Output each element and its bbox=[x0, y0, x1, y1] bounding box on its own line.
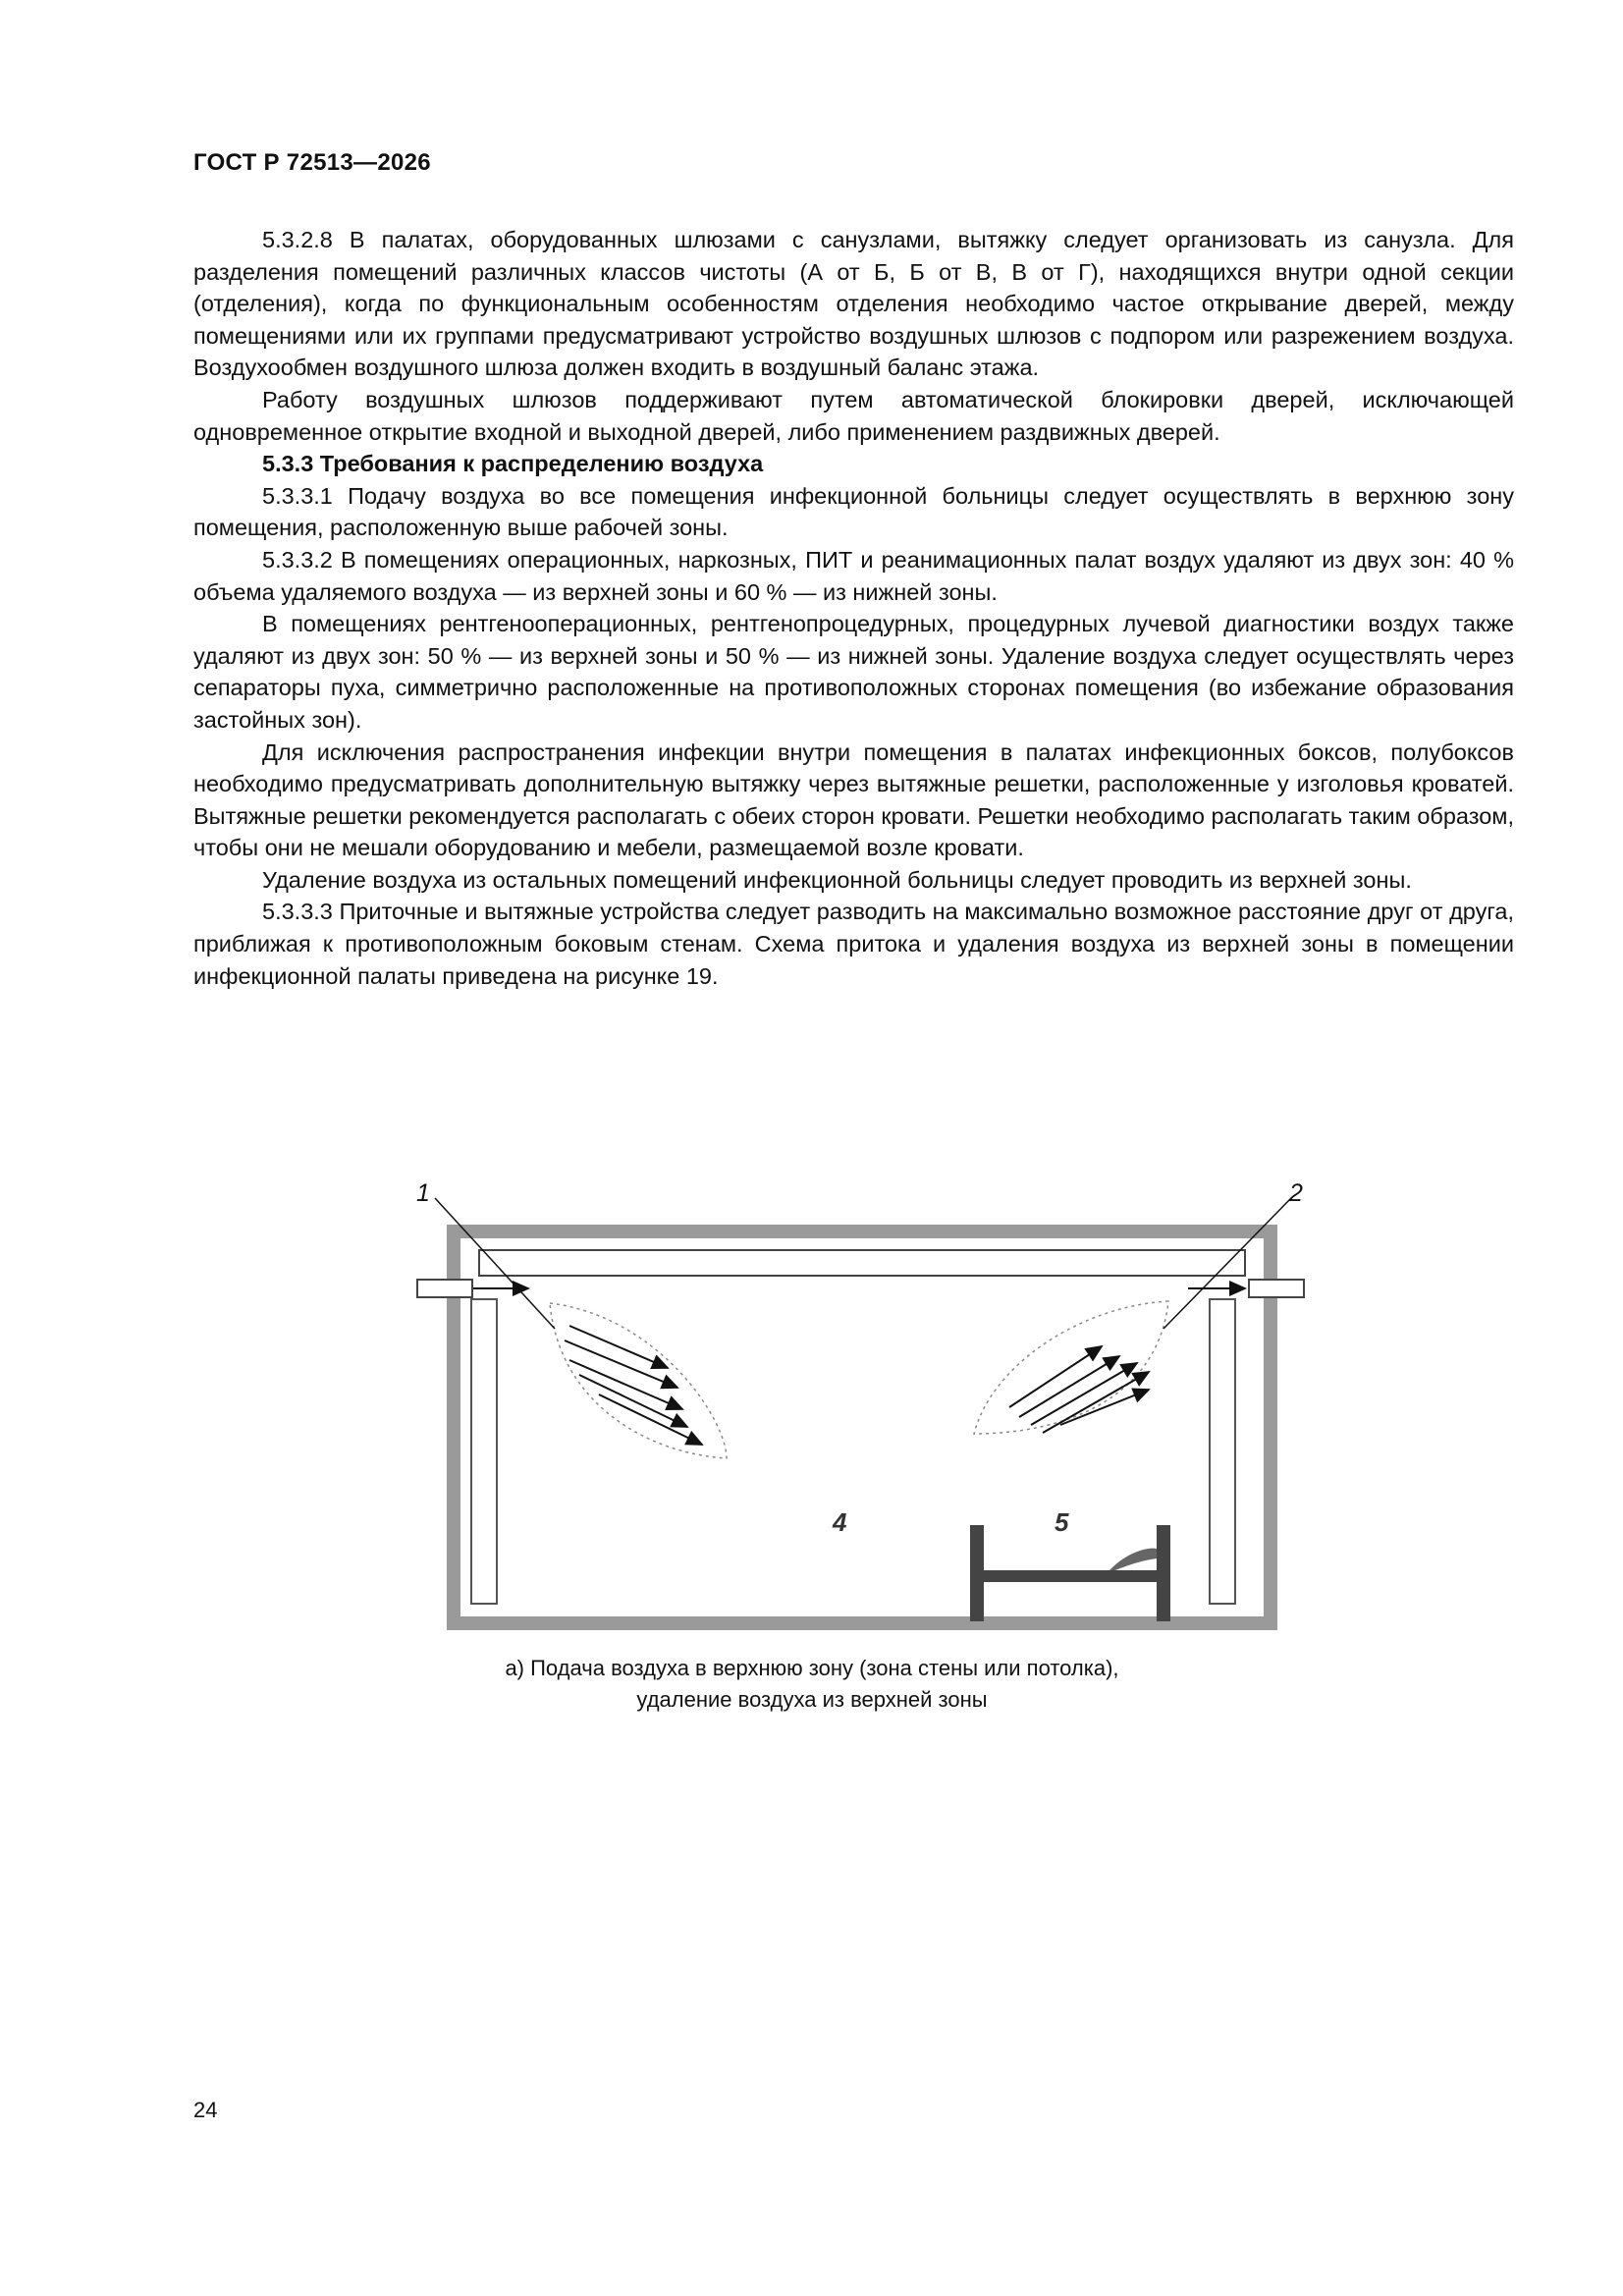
right-wall-column bbox=[1210, 1299, 1235, 1604]
paragraph-air-locks: Работу воздушных шлюзов поддерживают путем автоматической блокировки дверей, исключающей одновременное открытие входной и выходной дверей, либо применением раздвижных дверей. bbox=[193, 386, 1514, 445]
exhaust-jet-arrows bbox=[1009, 1346, 1149, 1433]
paragraph-5-3-2-8: 5.3.2.8 В палатах, оборудованных шлюзами с санузлами, вытяжку следует организовать из санузла. Для разделения помещений различных классов чистоты (А от Б, Б от В, В от Г), находящихся внутри одной секции (отделения), когда по функциональным особенностям отделения необходимо частое открывание дверей, между помещениями или их группами предусматривают устройство воздушных шлюзов с подпором или разрежением воздуха. Воздухообмен воздушного шлюза должен входить в воздушный баланс этажа. bbox=[193, 227, 1514, 381]
figure-caption-line-2: удаление воздуха из верхней зоны bbox=[636, 1687, 988, 1712]
document-header: ГОСТ Р 72513—2026 bbox=[193, 149, 431, 176]
callout-1: 1 bbox=[416, 1179, 430, 1207]
figure-caption bbox=[193, 1653, 1431, 1716]
room-walls bbox=[447, 1225, 1277, 1630]
supply-jet-envelope bbox=[550, 1303, 727, 1458]
ceiling-duct bbox=[479, 1250, 1245, 1276]
supply-jet-arrows bbox=[565, 1326, 702, 1445]
figure-caption-line-1: а) Подача воздуха в верхнюю зону (зона стены или потолка), bbox=[505, 1656, 1119, 1680]
bed-pillow bbox=[1109, 1549, 1157, 1570]
supply-grille bbox=[417, 1280, 472, 1297]
exhaust-grille bbox=[1249, 1280, 1304, 1297]
section-heading-5-3-3: 5.3.3 Требования к распределению воздуха bbox=[262, 451, 764, 477]
paragraph-5-3-3-2: 5.3.3.2 В помещениях операционных, наркозных, ПИТ и реанимационных палат воздух удаляют из двух зон: 40 % объема удаляемого воздуха — из верхней зоны и 60 % — из нижней зоны. bbox=[193, 546, 1514, 605]
figure-air-distribution-diagram bbox=[403, 1154, 1306, 1645]
room-diagram bbox=[403, 1154, 1306, 1645]
bed-label: 5 bbox=[1055, 1507, 1069, 1537]
body-text bbox=[193, 224, 1514, 992]
callout-2: 2 bbox=[1289, 1179, 1303, 1207]
paragraph-5-3-3-1: 5.3.3.1 Подачу воздуха во все помещения инфекционной больницы следует осуществлять в верхнюю зону помещения, расположенную выше рабочей зоны. bbox=[193, 482, 1514, 541]
paragraph-other-rooms: Удаление воздуха из остальных помещений инфекционной больницы следует проводить из верхней зоны. bbox=[262, 866, 1412, 893]
left-wall-column bbox=[471, 1299, 497, 1604]
room-zone-label: 4 bbox=[833, 1507, 847, 1537]
bed bbox=[970, 1525, 1170, 1621]
paragraph-5-3-3-3: 5.3.3.3 Приточные и вытяжные устройства следует разводить на максимально возможное расстояние друг от друга, приближая к противоположным боковым стенам. Схема притока и удаления воздуха из верхней зоны в помещении инфекционной палаты приведена на рисунке 19. bbox=[193, 899, 1514, 989]
paragraph-xray-rooms: В помещениях рентгенооперационных, рентгенопроцедурных, процедурных лучевой диагностики воздух также удаляют из двух зон: 50 % — из верхней зоны и 50 % — из нижней зоны. Удаление воздуха следует осуществлять через сепараторы пуха, симметрично расположенные на противоположных сторонах помещения (во избежание образования застойных зон). bbox=[193, 611, 1514, 733]
page-number: 24 bbox=[193, 2098, 218, 2122]
paragraph-infection-boxes: Для исключения распространения инфекции внутри помещения в палатах инфекционных боксов, полубоксов необходимо предусматривать дополнительную вытяжку через вытяжные решетки, расположенные у изголовья кроватей. Вытяжные решетки рекомендуется располагать с обеих сторон кровати. Решетки необходимо располагать таким образом, чтобы они не мешали оборудованию и мебели, размещаемой возле кровати. bbox=[193, 738, 1514, 861]
